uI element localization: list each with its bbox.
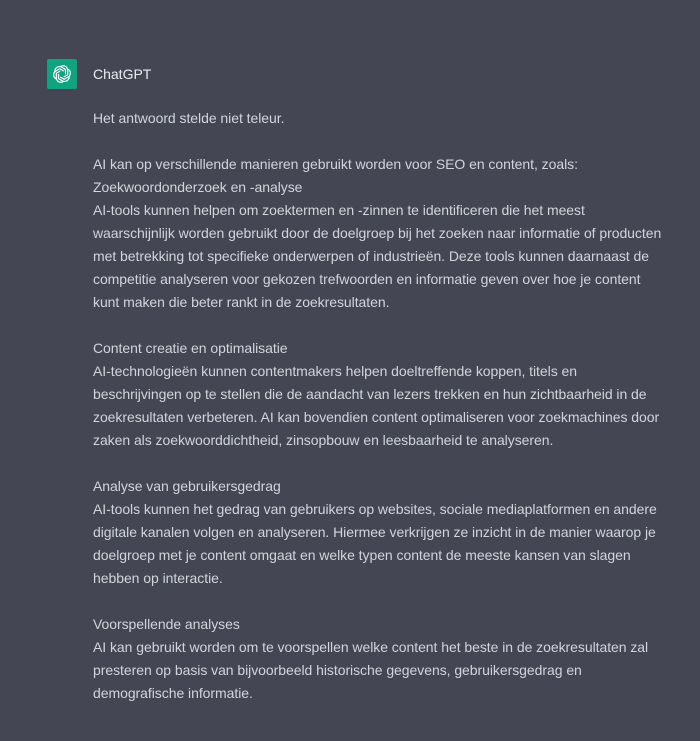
paragraph-line: AI-tools kunnen helpen om zoektermen en -zinnen te identificeren die het meest waarschijnlijk worden gebruikt door de doelgroep bij het zoeken naar informatie of producten met betrekking tot specifieke onderwerpen of industrieën. Deze tools kunnen daarnaast de competitie analyseren voor gekozen trefwoorden en informatie geven over hoe je content kunt maken die beter rankt in de zoekresultaten. [93, 202, 662, 310]
section-heading: Content creatie en optimalisatie [93, 340, 288, 356]
paragraph [93, 337, 668, 452]
message-body [93, 107, 668, 728]
assistant-avatar [47, 59, 77, 89]
paragraph-line: Het antwoord stelde niet teleur. [93, 110, 285, 126]
paragraph [93, 475, 668, 590]
paragraph [93, 613, 668, 705]
openai-logo-icon [51, 63, 73, 85]
paragraph [93, 107, 668, 130]
section-heading: Zoekwoordonderzoek en -analyse [93, 179, 303, 195]
paragraph-line: AI kan op verschillende manieren gebruikt worden voor SEO en content, zoals: [93, 156, 578, 172]
paragraph [93, 153, 668, 314]
paragraph-line: AI kan gebruikt worden om te voorspellen welke content het beste in de zoekresultaten zal presteren op basis van bijvoorbeeld historische gegevens, gebruikersgedrag en demografische informatie. [93, 639, 649, 701]
section-heading: Voorspellende analyses [93, 616, 240, 632]
paragraph-line: AI-technologieën kunnen contentmakers helpen doeltreffende koppen, titels en beschrijvingen op te stellen die de aandacht van lezers trekken en hun zichtbaarheid in de zoekresultaten verbeteren. AI kan bovendien content optimaliseren voor zoekmachines door zaken als zoekwoorddichtheid, zinsopbouw en leesbaarheid te analyseren. [93, 363, 660, 448]
section-heading: Analyse van gebruikersgedrag [93, 478, 281, 494]
paragraph-line: AI-tools kunnen het gedrag van gebruikers op websites, sociale mediaplatformen en andere digitale kanalen volgen en analyseren. Hiermee verkrijgen ze inzicht in de manier waarop je doelgroep met je content omgaat en welke typen content de meeste kansen van slagen hebben op interactie. [93, 501, 657, 586]
message-author: ChatGPT [93, 66, 152, 82]
